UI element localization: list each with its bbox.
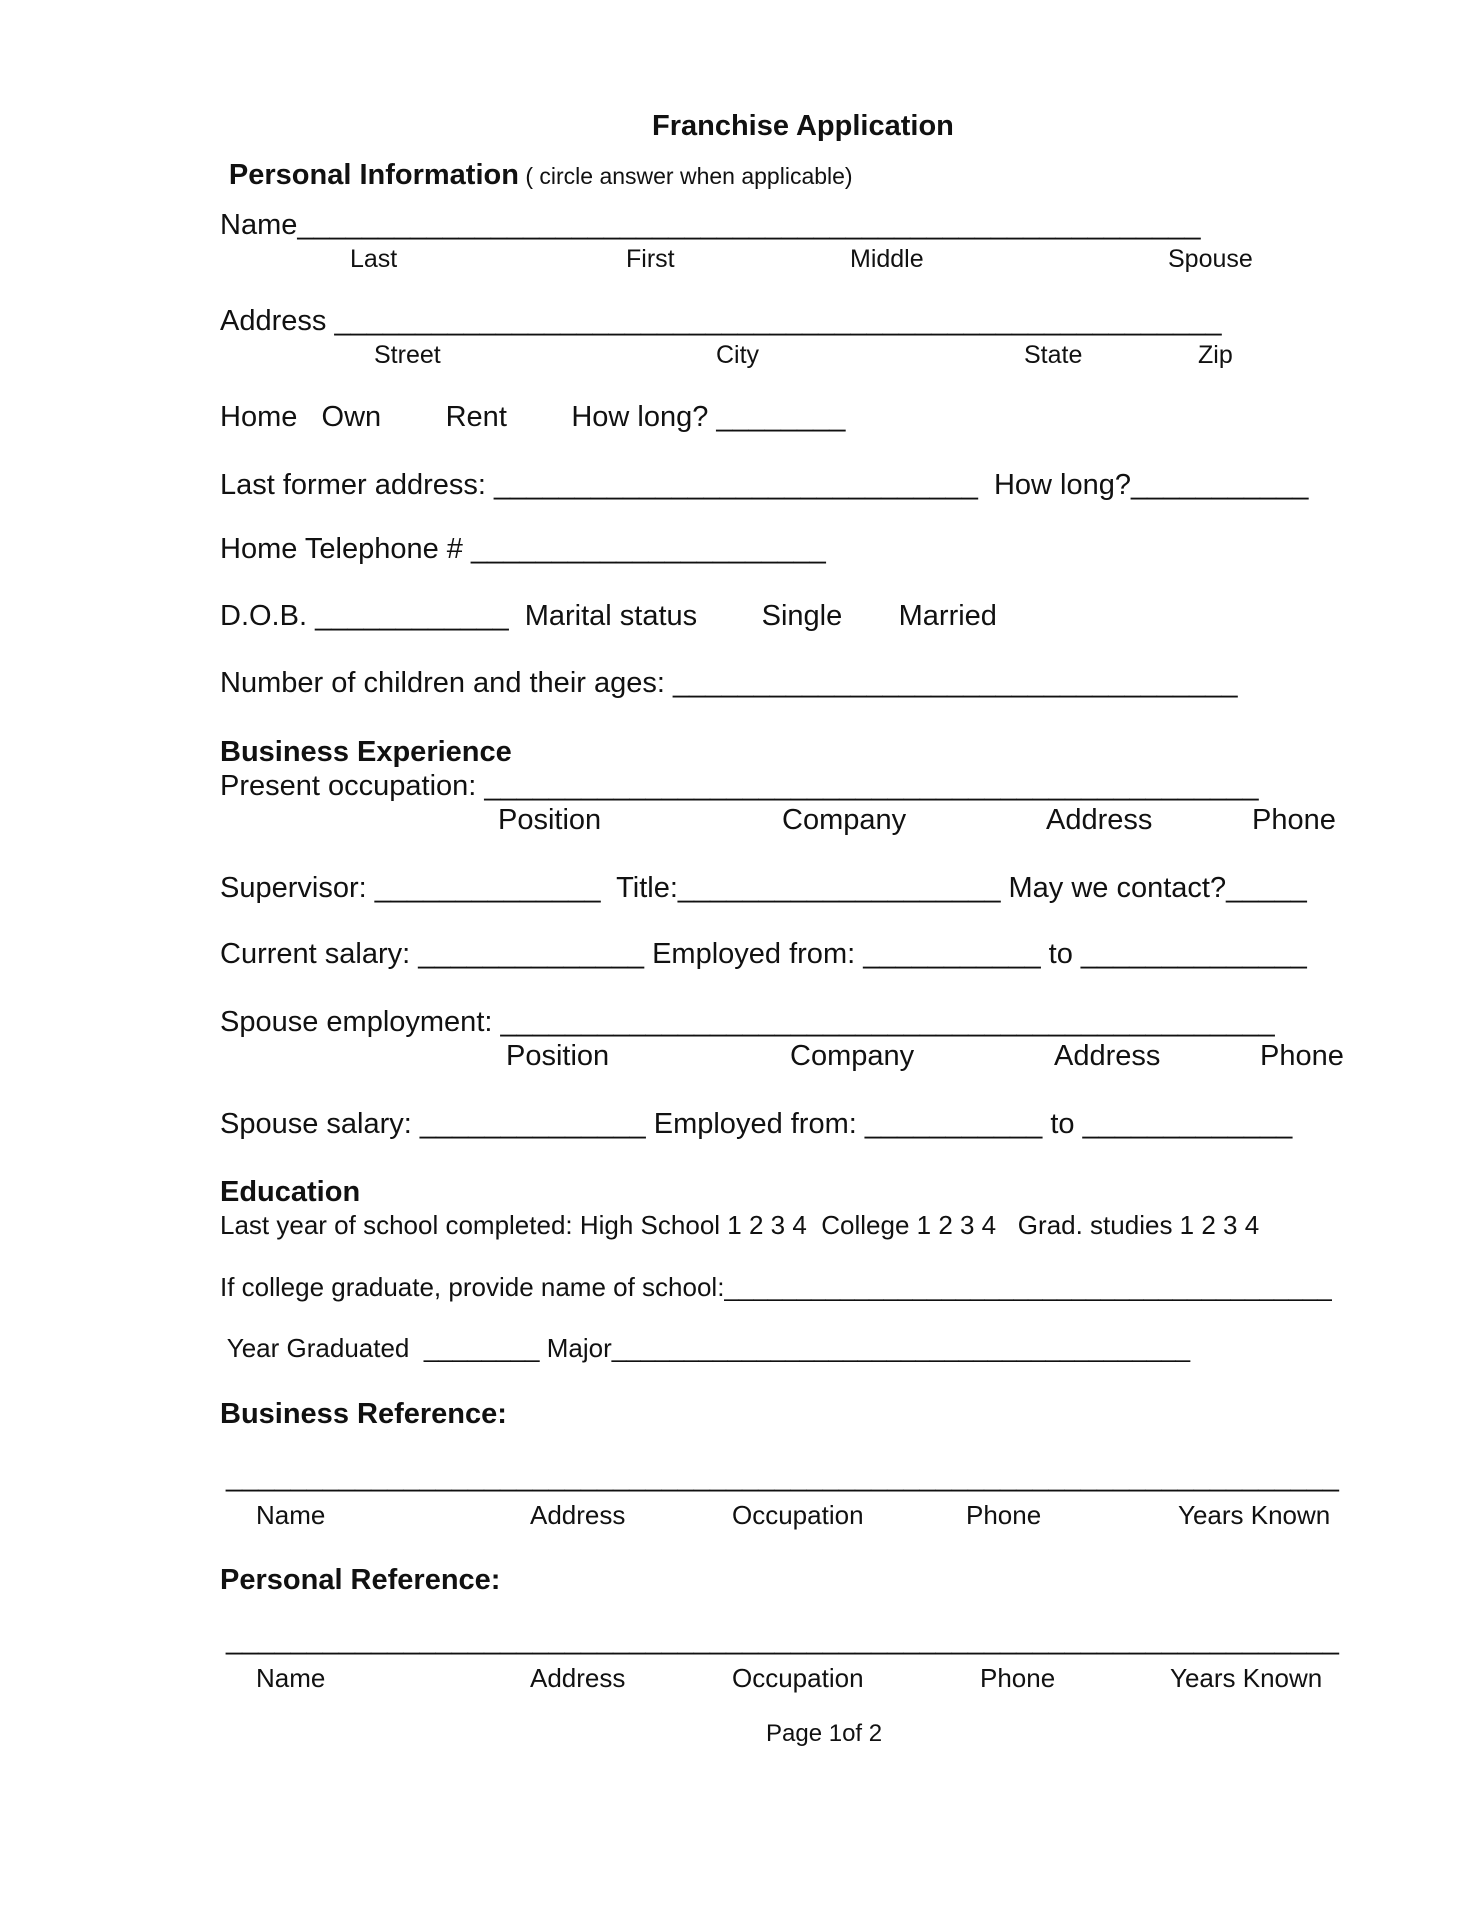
spouse-employment-field[interactable]: Spouse employment: ________________________________________________ bbox=[220, 1006, 1275, 1038]
spouse-label-phone: Phone bbox=[1260, 1040, 1344, 1072]
page-title: Franchise Application bbox=[652, 110, 954, 142]
address-field[interactable]: Address _______________________________________________________ bbox=[220, 305, 1222, 337]
education-heading: Education bbox=[220, 1176, 361, 1208]
home-telephone-field[interactable]: Home Telephone # ______________________ bbox=[220, 533, 826, 565]
spouse-label-position: Position bbox=[506, 1040, 610, 1072]
personal-ref-label-years: Years Known bbox=[1170, 1663, 1323, 1693]
business-ref-label-occupation: Occupation bbox=[732, 1500, 864, 1530]
personal-ref-label-phone: Phone bbox=[980, 1663, 1056, 1693]
business-ref-label-years: Years Known bbox=[1178, 1500, 1331, 1530]
business-reference-heading: Business Reference: bbox=[220, 1398, 507, 1430]
name-label-spouse: Spouse bbox=[1168, 245, 1253, 273]
personal-reference-field[interactable]: _____________________________________________________________________ bbox=[226, 1624, 1339, 1656]
spouse-salary-row[interactable]: Spouse salary: ______________ Employed from: ___________ to _____________ bbox=[220, 1108, 1293, 1140]
year-major-row[interactable]: Year Graduated ________ Major________________________________________ bbox=[220, 1333, 1191, 1363]
home-ownership-row[interactable]: Home Own Rent How long? ________ bbox=[220, 401, 846, 433]
personal-ref-label-name: Name bbox=[256, 1663, 326, 1693]
last-year-school-row[interactable]: Last year of school completed: High School 1 2 3 4 College 1 2 3 4 Grad. studies 1 2 3 4 bbox=[220, 1210, 1260, 1240]
name-field[interactable]: Name________________________________________________________ bbox=[220, 209, 1201, 241]
personal-ref-label-address: Address bbox=[530, 1663, 626, 1693]
business-experience-heading: Business Experience bbox=[220, 736, 512, 768]
personal-info-note: ( circle answer when applicable) bbox=[518, 163, 853, 189]
present-label-position: Position bbox=[498, 804, 602, 836]
supervisor-row[interactable]: Supervisor: ______________ Title:____________________ May we contact?_____ bbox=[220, 872, 1307, 904]
present-label-phone: Phone bbox=[1252, 804, 1336, 836]
children-field[interactable]: Number of children and their ages: ___________________________________ bbox=[220, 667, 1238, 699]
business-ref-label-address: Address bbox=[530, 1500, 626, 1530]
present-label-address: Address bbox=[1046, 804, 1153, 836]
present-occupation-field[interactable]: Present occupation: ________________________________________________ bbox=[220, 770, 1259, 802]
address-label-city: City bbox=[716, 341, 760, 369]
present-label-company: Company bbox=[782, 804, 907, 836]
name-label-first: First bbox=[626, 245, 675, 273]
personal-ref-label-occupation: Occupation bbox=[732, 1663, 864, 1693]
personal-reference-heading: Personal Reference: bbox=[220, 1564, 501, 1596]
current-salary-row[interactable]: Current salary: ______________ Employed from: ___________ to ______________ bbox=[220, 938, 1307, 970]
business-reference-field[interactable]: _____________________________________________________________________ bbox=[226, 1461, 1339, 1493]
former-address-row[interactable]: Last former address: ______________________________ How long?___________ bbox=[220, 469, 1309, 501]
address-label-street: Street bbox=[374, 341, 441, 369]
spouse-label-address: Address bbox=[1054, 1040, 1161, 1072]
college-name-field[interactable]: If college graduate, provide name of school:__________________________________________ bbox=[220, 1272, 1332, 1302]
page-number: Page 1of 2 bbox=[766, 1720, 883, 1747]
address-label-state: State bbox=[1024, 341, 1083, 369]
business-ref-label-phone: Phone bbox=[966, 1500, 1042, 1530]
business-ref-label-name: Name bbox=[256, 1500, 326, 1530]
personal-info-heading-row bbox=[220, 145, 853, 190]
name-label-middle: Middle bbox=[850, 245, 924, 273]
spouse-label-company: Company bbox=[790, 1040, 915, 1072]
name-label-last: Last bbox=[350, 245, 398, 273]
dob-marital-row[interactable]: D.O.B. ____________ Marital status Single Married bbox=[220, 600, 997, 632]
personal-info-heading: Personal Information bbox=[228, 159, 519, 191]
address-label-zip: Zip bbox=[1198, 341, 1233, 369]
